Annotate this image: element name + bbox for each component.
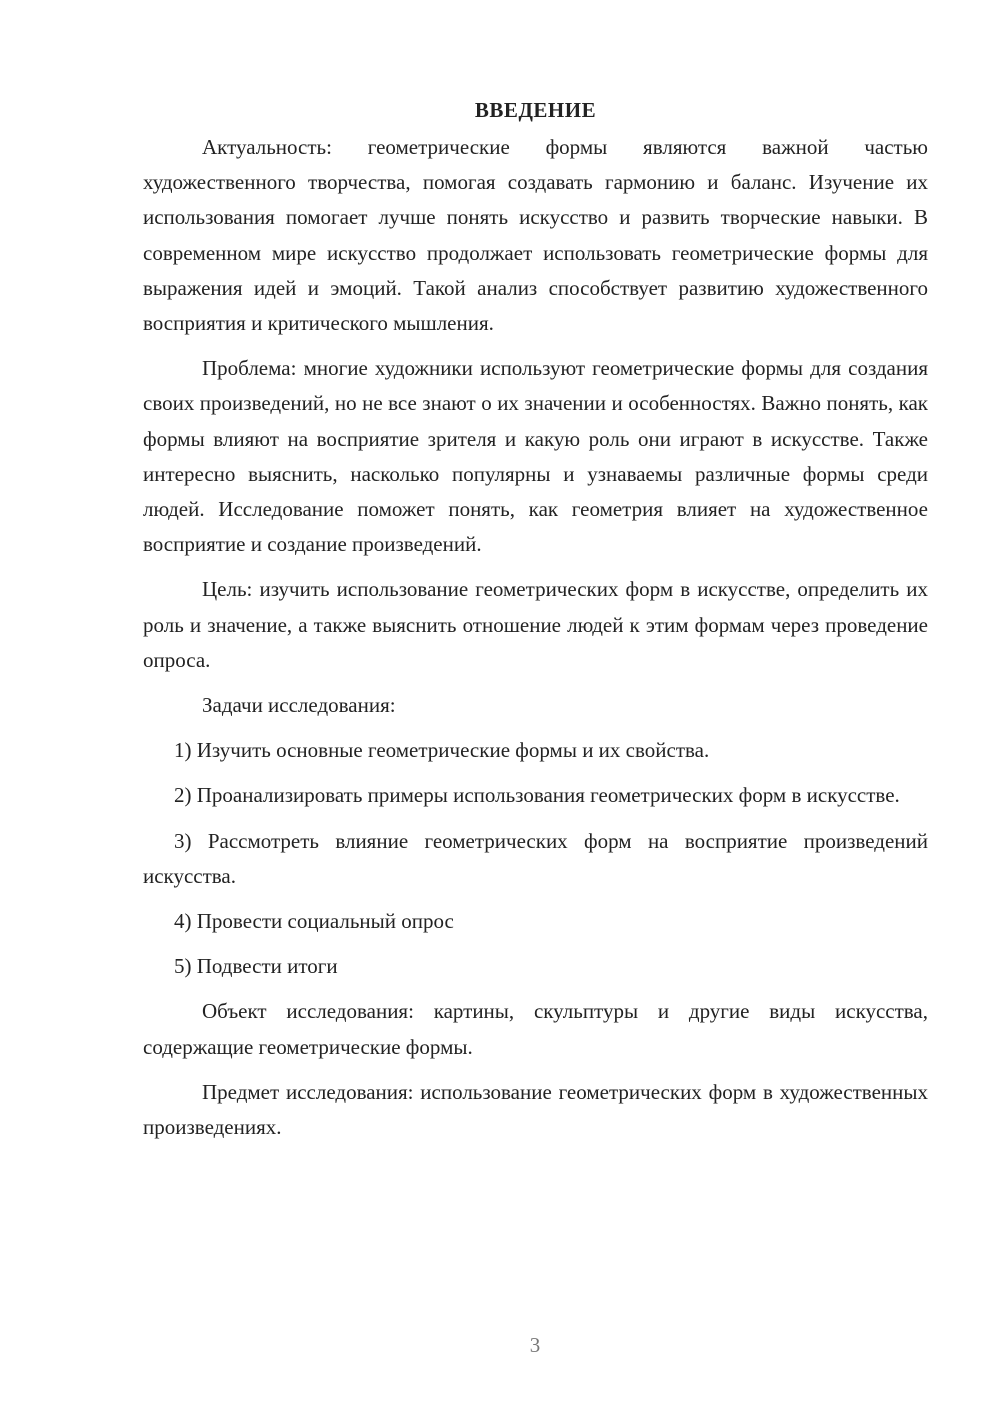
problem-paragraph: Проблема: многие художники используют геометрические формы для создания своих произведений, но не все знают о их значении и особенностях. Важно понять, как формы влияют на восприятие зрителя и какую роль они играют в искусстве. Также интересно выяснить, насколько популярны и узнаваемы различные формы среди людей. Исследование поможет понять, как геометрия влияет на художественное восприятие и создание произведений. [143, 356, 928, 557]
task-item: 1) Изучить основные геометрические формы и их свойства. [174, 738, 710, 763]
object-paragraph: Объект исследования: картины, скульптуры и другие виды искусства, содержащие геометрические формы. [143, 999, 928, 1059]
relevance-paragraph: Актуальность: геометрические формы являются важной частью художественного творчества, помогая создавать гармонию и баланс. Изучение их использования помогает лучше понять искусство и развить творческие навыки. В современном мире искусство продолжает использовать геометрические формы для выражения идей и эмоций. Такой анализ способствует развитию художественного восприятия и критического мышления. [143, 135, 928, 336]
subject-paragraph: Предмет исследования: использование геометрических форм в художественных произведениях. [143, 1079, 928, 1140]
task-item: 4) Провести социальный опрос [174, 909, 454, 934]
section-heading: ВВЕДЕНИЕ [474, 98, 597, 122]
tasks-title: Задачи исследования: [202, 693, 396, 718]
task-item: 2) Проанализировать примеры использования геометрических форм в искусстве. [174, 783, 900, 808]
page-content [143, 93, 928, 1155]
task-item: 3) Рассмотреть влияние геометрических форм на восприятие произведений искусства. [143, 828, 928, 888]
page-number: 3 [529, 1333, 541, 1357]
goal-paragraph: Цель: изучить использование геометрических форм в искусстве, определить их роль и значение, а также выяснить отношение людей к этим формам через проведение опроса. [143, 577, 928, 672]
task-item: 5) Подвести итоги [174, 954, 338, 979]
